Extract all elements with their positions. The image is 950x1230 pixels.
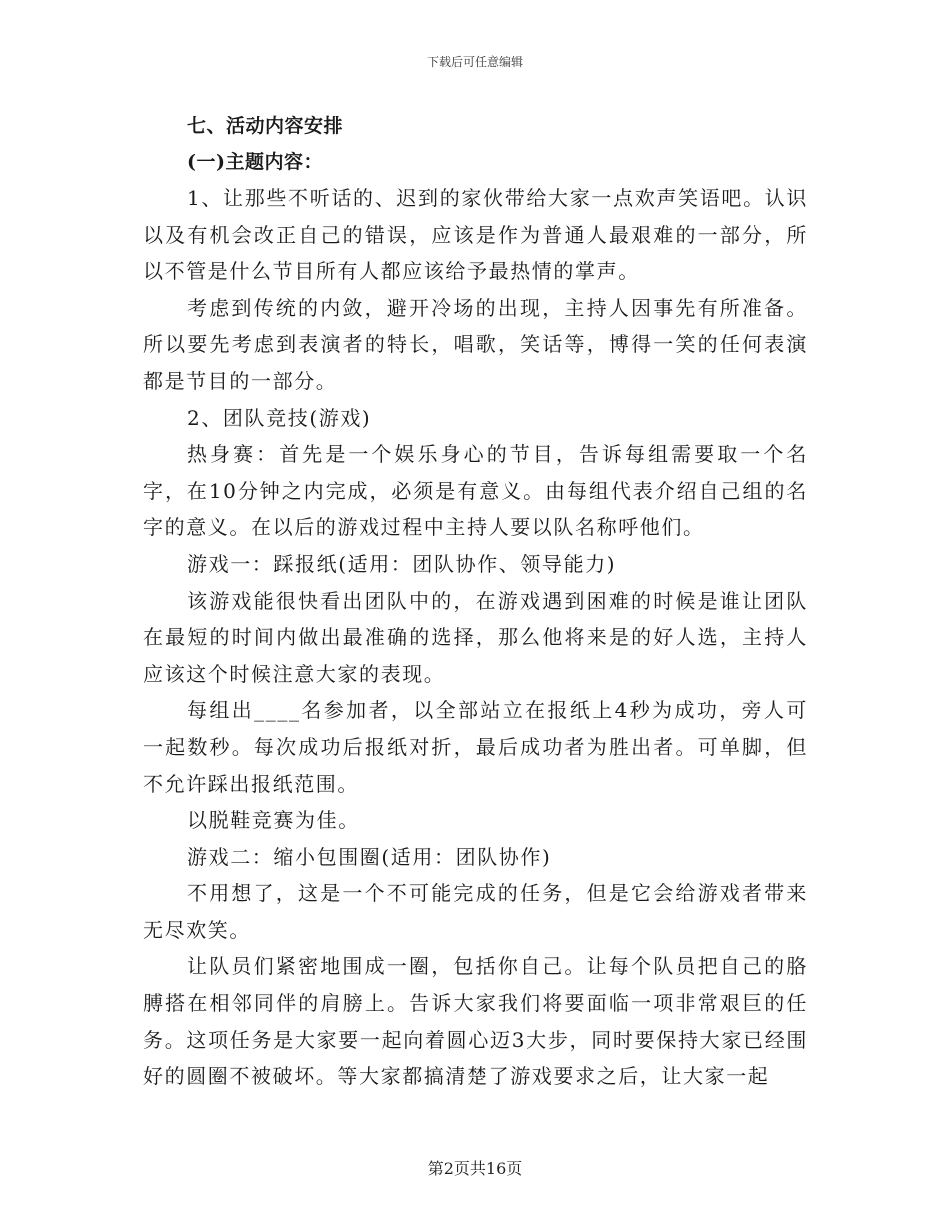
page-footer: 第2页共16页 — [427, 1159, 523, 1178]
paragraph: 游戏一：踩报纸(适用：团队协作、领导能力) — [187, 551, 617, 576]
paragraph: 1、让那些不听话的、迟到的家伙带给大家一点欢声笑语吧。认识以及有机会改正自己的错误，应该是作为普通人最艰难的一部分，所以不管是什么节目所有人都应该给予最热情的掌声。 — [143, 186, 808, 284]
paragraph: 考虑到传统的内敛，避开冷场的出现，主持人因事先有所准备。所以要先考虑到表演者的特长，唱歌，笑话等，博得一笑的任何表演都是节目的一部分。 — [143, 295, 808, 393]
paragraph: 热身赛：首先是一个娱乐身心的节目，告诉每组需要取一个名字，在10分钟之内完成，必须是有意义。由每组代表介绍自己组的名字的意义。在以后的游戏过程中主持人要以队名称呼他们。 — [143, 442, 808, 540]
document-body — [143, 108, 808, 1095]
page-header: 下载后可任意编辑 — [426, 55, 523, 69]
paragraph: 游戏二：缩小包围圈(适用：团队协作) — [187, 844, 552, 869]
paragraph: 每组出____名参加者，以全部站立在报纸上4秒为成功，旁人可一起数秒。每次成功后报纸对折，最后成功者为胜出者。可单脚，但不允许踩出报纸范围。 — [143, 698, 808, 796]
subsection-title: (一)主题内容： — [187, 151, 323, 173]
paragraph: 让队员们紧密地围成一圈，包括你自己。让每个队员把自己的胳膊搭在相邻同伴的肩膀上。告诉大家我们将要面临一项非常艰巨的任务。这项任务是大家要一起向着圆心迈3大步，同时要保持大家已经围好的圆圈不被破坏。等大家都搞清楚了游戏要求之后，让大家一起 — [143, 954, 808, 1089]
paragraph: 该游戏能很快看出团队中的，在游戏遇到困难的时候是谁让团队在最短的时间内做出最准确的选择，那么他将来是的好人选，主持人应该这个时候注意大家的表现。 — [143, 588, 808, 686]
paragraph: 以脱鞋竞赛为佳。 — [187, 808, 360, 833]
paragraph: 2、团队竞技(游戏) — [187, 405, 372, 430]
section-title: 七、活动内容安排 — [187, 115, 344, 137]
paragraph: 不用想了，这是一个不可能完成的任务，但是它会给游戏者带来无尽欢笑。 — [143, 881, 808, 942]
